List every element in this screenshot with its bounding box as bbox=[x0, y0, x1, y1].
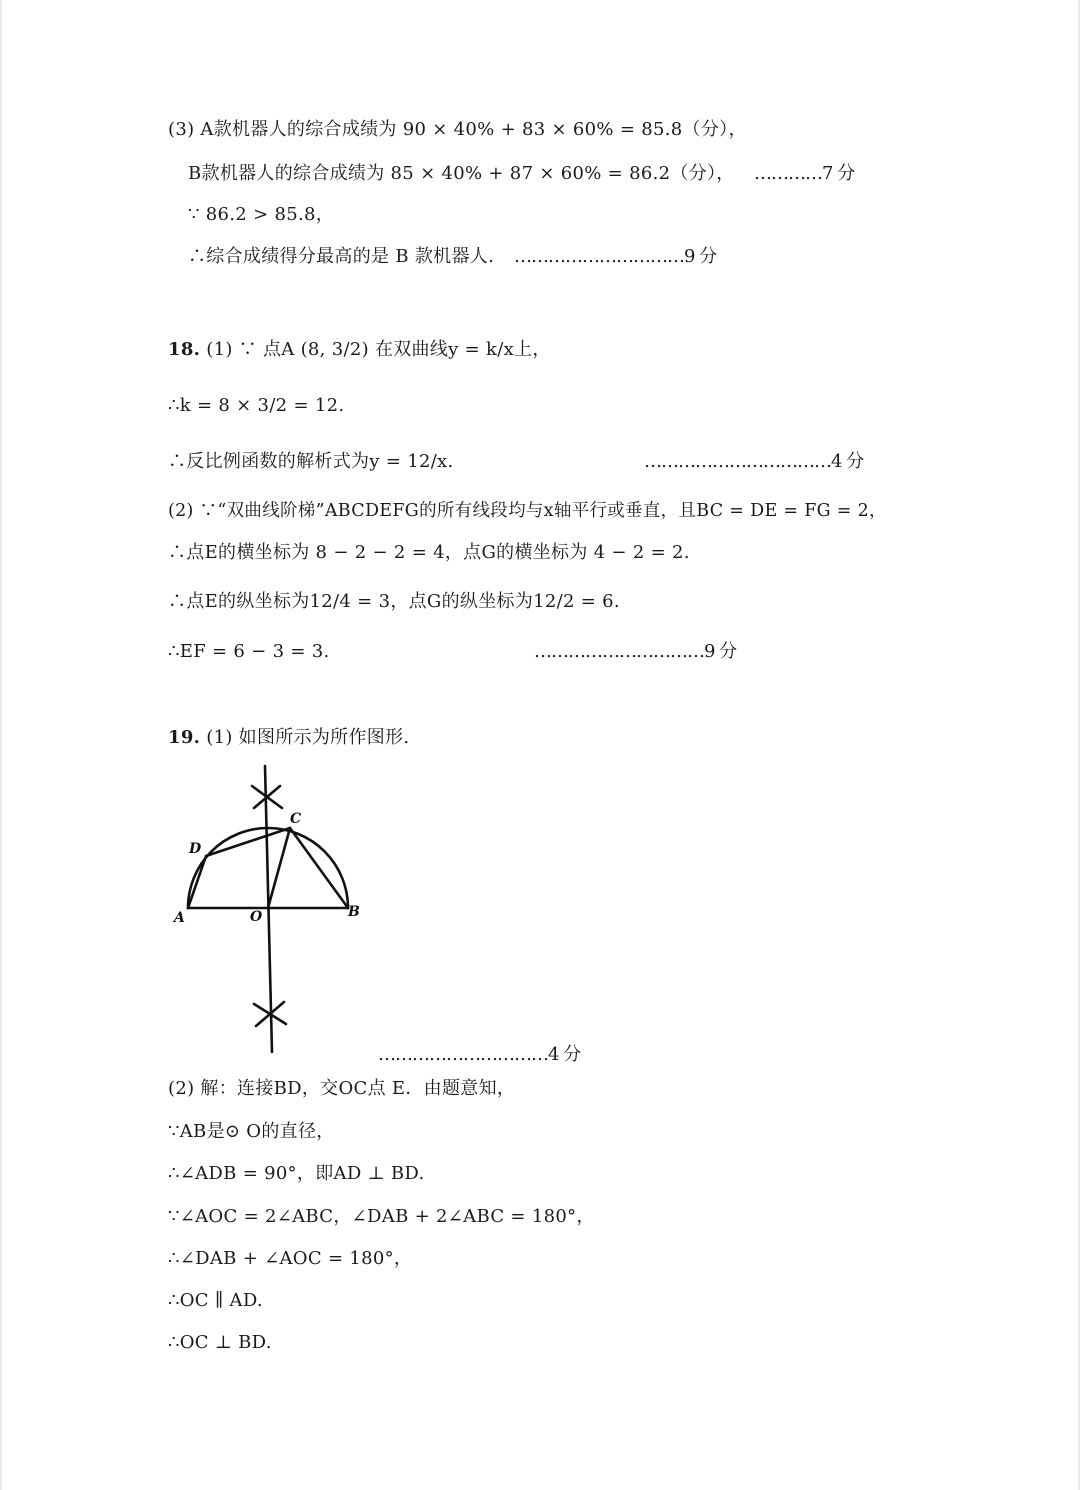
q18-score-4: ……………………………4 分 bbox=[644, 451, 864, 472]
chord-ad bbox=[188, 856, 206, 908]
q19-line-6: ∴∠DAB + ∠AOC = 180°， bbox=[168, 1248, 413, 1269]
q17-line-2: B款机器人的综合成绩为 85 × 40% + 87 × 60% = 86.2（分）， bbox=[188, 163, 735, 184]
q19-line-3: ∵AB是⊙ O的直径， bbox=[168, 1121, 335, 1142]
q19-line-8: ∴OC ⊥ BD. bbox=[168, 1332, 272, 1353]
q17-score-7: …………7 分 bbox=[754, 163, 855, 184]
q19-line-1 bbox=[168, 726, 409, 750]
q18-line-1-text: (1) ∵ 点A (8, 3/2) 在双曲线y = k/x上， bbox=[206, 339, 551, 360]
segment-oc bbox=[268, 828, 290, 908]
q19-line-7: ∴OC ∥ AD. bbox=[168, 1290, 263, 1311]
q19-score-4: …………………………4 分 bbox=[378, 1044, 581, 1065]
label-d: D bbox=[189, 841, 202, 857]
q19-line-2: (2) 解：连接BD，交OC点 E．由题意知， bbox=[168, 1078, 516, 1099]
q17-score-9: …………………………9 分 bbox=[514, 246, 717, 267]
q19-line-1-text: (1) 如图所示为所作图形. bbox=[206, 727, 410, 748]
q18-line-7: ∴EF = 6 − 3 = 3. bbox=[168, 641, 330, 662]
label-o: O bbox=[250, 909, 263, 925]
q17-line-1: (3) A款机器人的综合成绩为 90 × 40% + 83 × 60% = 85.8（分）， bbox=[168, 119, 747, 140]
q18-line-3: ∴反比例函数的解析式为y = 12/x. bbox=[168, 451, 454, 472]
q19-line-5: ∵∠AOC = 2∠ABC，∠DAB + 2∠ABC = 180°， bbox=[168, 1206, 595, 1227]
q18-number: 18. bbox=[168, 339, 201, 360]
q18-line-1 bbox=[168, 338, 551, 362]
geometry-figure bbox=[162, 760, 382, 1060]
q18-line-5: ∴点E的横坐标为 8 − 2 − 2 = 4，点G的横坐标为 4 − 2 = 2. bbox=[168, 542, 690, 563]
chord-cb bbox=[290, 828, 348, 908]
label-c: C bbox=[290, 811, 302, 827]
q18-line-4: (2) ∵“双曲线阶梯”ABCDEFG的所有线段均与x轴平行或垂直，且BC = DE = FG = 2， bbox=[168, 501, 887, 521]
label-a: A bbox=[174, 910, 185, 926]
q19-number: 19. bbox=[168, 727, 201, 748]
q17-line-4: ∴综合成绩得分最高的是 B 款机器人. bbox=[188, 246, 495, 267]
chord-dc bbox=[206, 828, 290, 856]
q18-score-9: …………………………9 分 bbox=[534, 641, 737, 662]
q17-line-3: ∵ 86.2 > 85.8， bbox=[188, 204, 335, 225]
q18-line-2: ∴k = 8 × 3/2 = 12. bbox=[168, 395, 345, 416]
q18-line-6: ∴点E的纵坐标为12/4 = 3，点G的纵坐标为12/2 = 6. bbox=[168, 591, 620, 612]
label-b: B bbox=[348, 904, 360, 920]
q19-line-4: ∴∠ADB = 90°，即AD ⊥ BD. bbox=[168, 1163, 425, 1184]
